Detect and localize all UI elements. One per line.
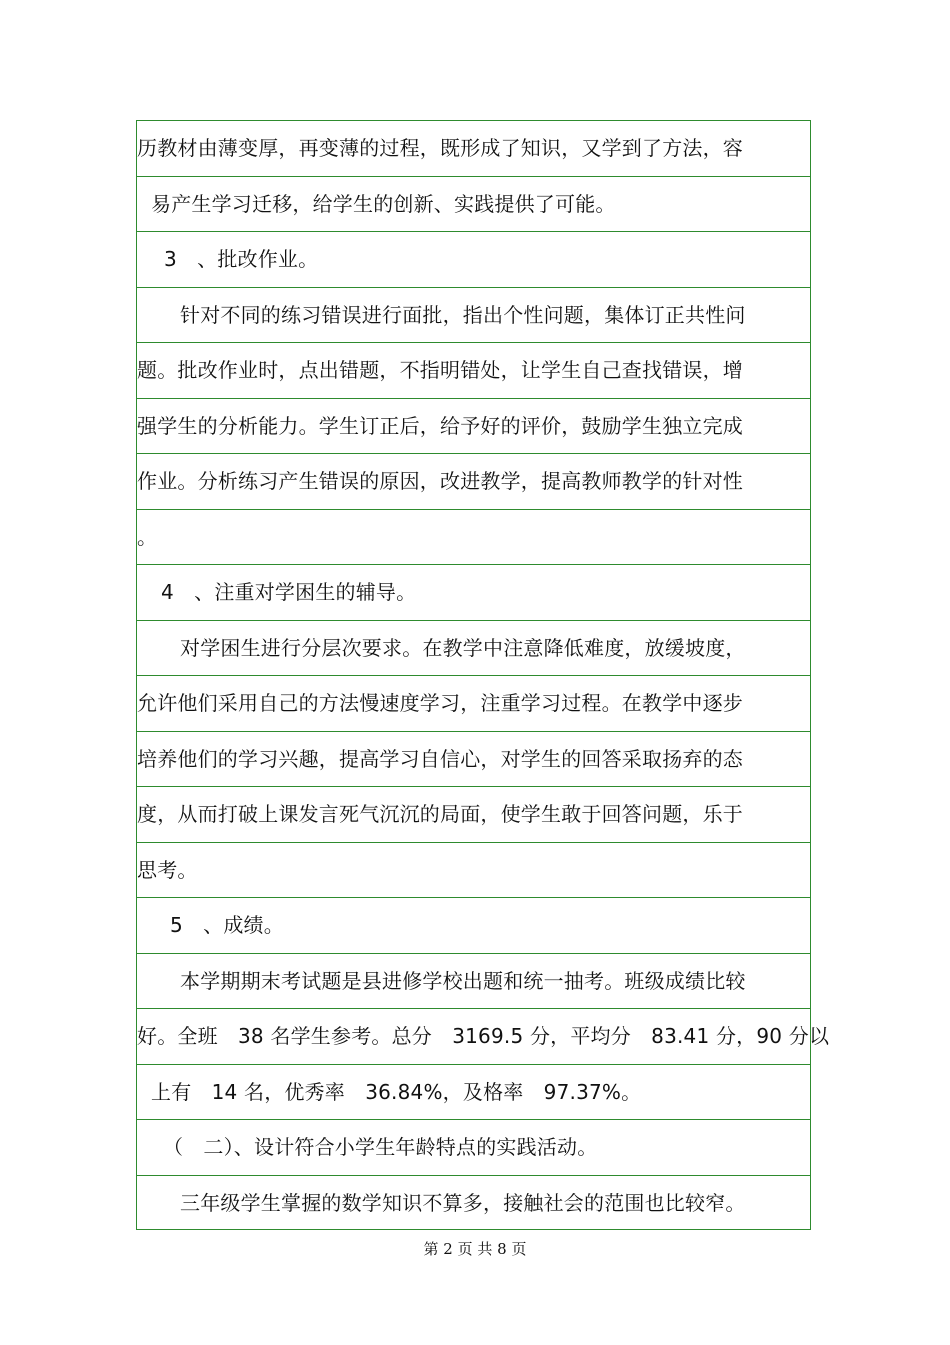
text-line: [137, 898, 810, 954]
text-line: [137, 565, 810, 621]
line-text: 度，从而打破上课发言死气沉沉的局面，使学生敢于回答问题，乐于: [137, 802, 743, 827]
page-footer: 第 2 页 共 8 页: [423, 1240, 527, 1258]
text-line: [137, 177, 810, 233]
line-text: （ 二）、设计符合小学生年龄特点的实践活动。: [163, 1135, 598, 1160]
text-line: [137, 843, 810, 899]
line-text: 思考。: [137, 857, 198, 882]
line-text: 易产生学习迁移，给学生的创新、实践提供了可能。: [151, 191, 616, 216]
line-text: 历教材由薄变厚，再变薄的过程，既形成了知识，又学到了方法，容: [137, 136, 743, 161]
line-text: 5 、成绩。: [170, 913, 284, 938]
line-text: 针对不同的练习错误进行面批，指出个性问题，集体订正共性问: [180, 302, 746, 327]
line-text: 题。批改作业时，点出错题，不指明错处，让学生自己查找错误，增: [137, 358, 743, 383]
text-line: [137, 787, 810, 843]
text-line: [137, 510, 810, 566]
line-text: 4 、注重对学困生的辅导。: [161, 580, 417, 605]
line-text: 允许他们采用自己的方法慢速度学习，注重学习过程。在教学中逐步: [137, 691, 743, 716]
line-text: 。: [137, 524, 158, 549]
line-text: 强学生的分析能力。学生订正后，给予好的评价，鼓励学生独立完成: [137, 413, 743, 438]
text-line: [137, 1176, 810, 1232]
line-text: 上有 14 名，优秀率 36.84%，及格率 97.37%。: [151, 1079, 642, 1104]
text-line: [137, 343, 810, 399]
line-text: 3 、批改作业。: [164, 247, 319, 272]
line-text: 作业。分析练习产生错误的原因，改进教学，提高教师教学的针对性: [137, 469, 743, 494]
document-text-frame: [136, 120, 830, 1230]
text-line: [137, 399, 810, 455]
line-text: 本学期期末考试题是县进修学校出题和统一抽考。班级成绩比较: [180, 968, 746, 993]
text-line: [137, 121, 810, 177]
line-text: 对学困生进行分层次要求。在教学中注意降低难度，放缓坡度，: [180, 635, 746, 660]
text-line: [137, 954, 810, 1010]
text-line: [137, 232, 810, 288]
text-line: [137, 1065, 810, 1121]
text-line: [137, 1009, 830, 1065]
line-text: 好。全班 38 名学生参考。总分 3169.5 分，平均分 83.41 分，90 分以: [137, 1024, 830, 1049]
text-line: [137, 676, 810, 732]
text-line: [137, 454, 810, 510]
line-text: 培养他们的学习兴趣，提高学习自信心，对学生的回答采取扬弃的态: [137, 746, 743, 771]
text-line: [137, 288, 810, 344]
text-line: [137, 621, 810, 677]
line-text: 三年级学生掌握的数学知识不算多，接触社会的范围也比较窄。: [180, 1191, 746, 1216]
text-line: [137, 732, 810, 788]
text-line: [137, 1120, 810, 1176]
